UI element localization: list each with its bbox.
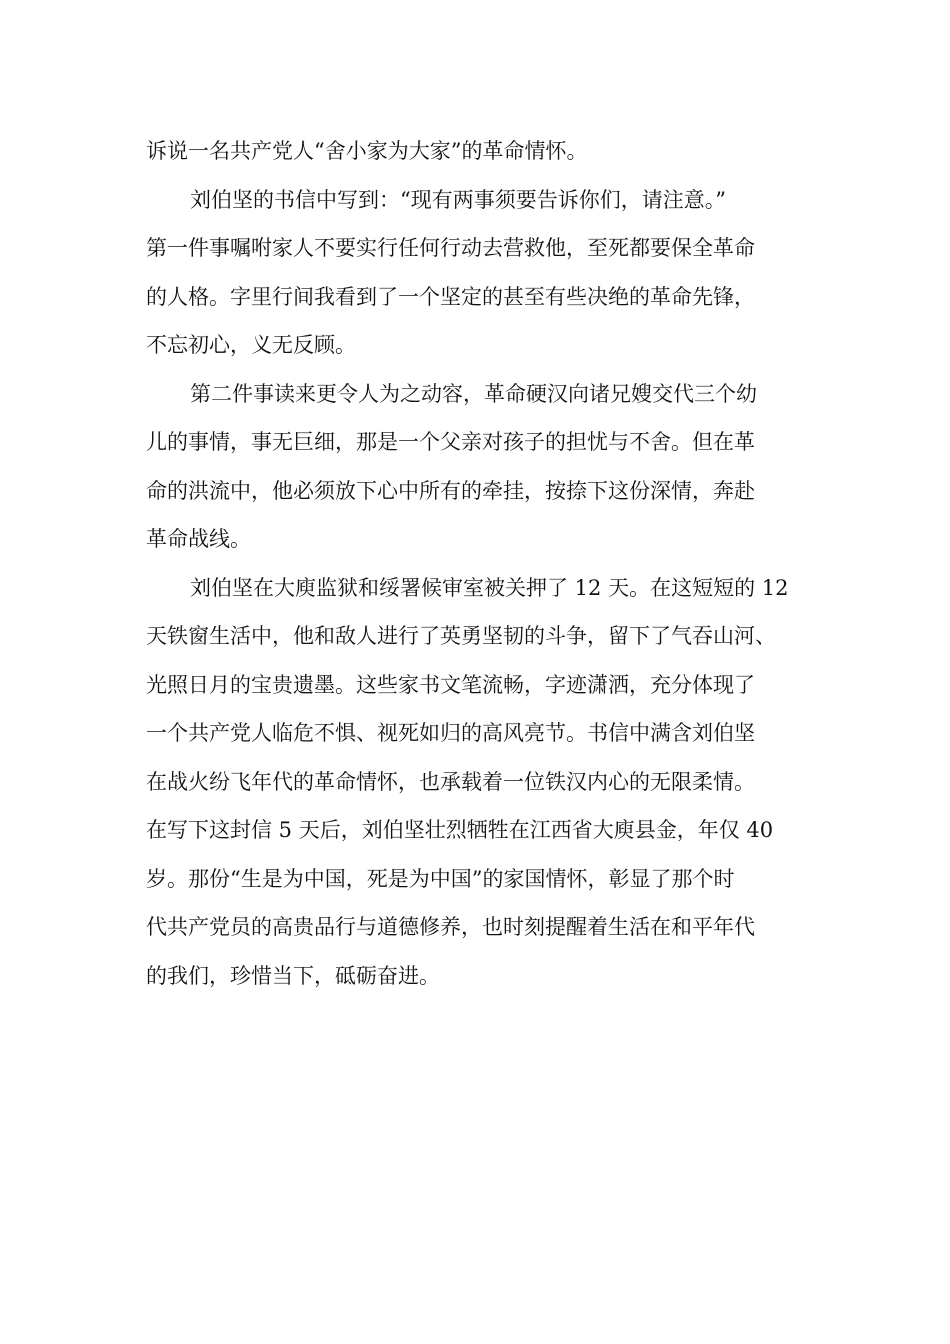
text-line: 在写下这封信 5 天后，刘伯坚壮烈牺牲在江西省大庾县金，年仅 40 <box>146 818 774 842</box>
text-line: 不忘初心，义无反顾。 <box>146 333 356 357</box>
text-line: 诉说一名共产党人“舍小家为大家”的革命情怀。 <box>146 139 588 163</box>
text-line: 刘伯坚的书信中写到：“现有两事须要告诉你们，请注意。” <box>190 187 726 212</box>
text-line: 光照日月的宝贵遗墨。这些家书文笔流畅，字迹潇洒，充分体现了 <box>146 672 755 697</box>
text-line: 儿的事情，事无巨细，那是一个父亲对孩子的担忧与不舍。但在革 <box>146 430 755 454</box>
text-line: 代共产党员的高贵品行与道德修养，也时刻提醒着生活在和平年代 <box>146 915 755 939</box>
text-line: 革命战线。 <box>146 527 251 551</box>
body-text <box>146 131 816 1004</box>
text-line: 一个共产党人临危不惧、视死如归的高风亮节。书信中满含刘伯坚 <box>146 721 755 745</box>
text-line: 岁。那份“生是为中国，死是为中国”的家国情怀，彰显了那个时 <box>146 866 735 891</box>
text-line: 命的洪流中，他必须放下心中所有的牵挂，按捺下这份深情，奔赴 <box>146 478 755 503</box>
text-line: 第二件事读来更令人为之动容，革命硬汉向诸兄嫂交代三个幼 <box>190 381 757 406</box>
text-line: 第一件事嘱咐家人不要实行任何行动去营救他，至死都要保全革命 <box>146 236 755 260</box>
text-line: 刘伯坚在大庾监狱和绥署候审室被关押了 12 天。在这短短的 12 <box>190 575 789 600</box>
text-line: 在战火纷飞年代的革命情怀，也承载着一位铁汉内心的无限柔情。 <box>146 769 755 794</box>
text-line: 的人格。字里行间我看到了一个坚定的甚至有些决绝的革命先锋， <box>146 284 755 309</box>
text-line: 天铁窗生活中，他和敌人进行了英勇坚韧的斗争，留下了气吞山河、 <box>146 624 776 648</box>
text-line: 的我们，珍惜当下，砥砺奋进。 <box>146 963 440 988</box>
